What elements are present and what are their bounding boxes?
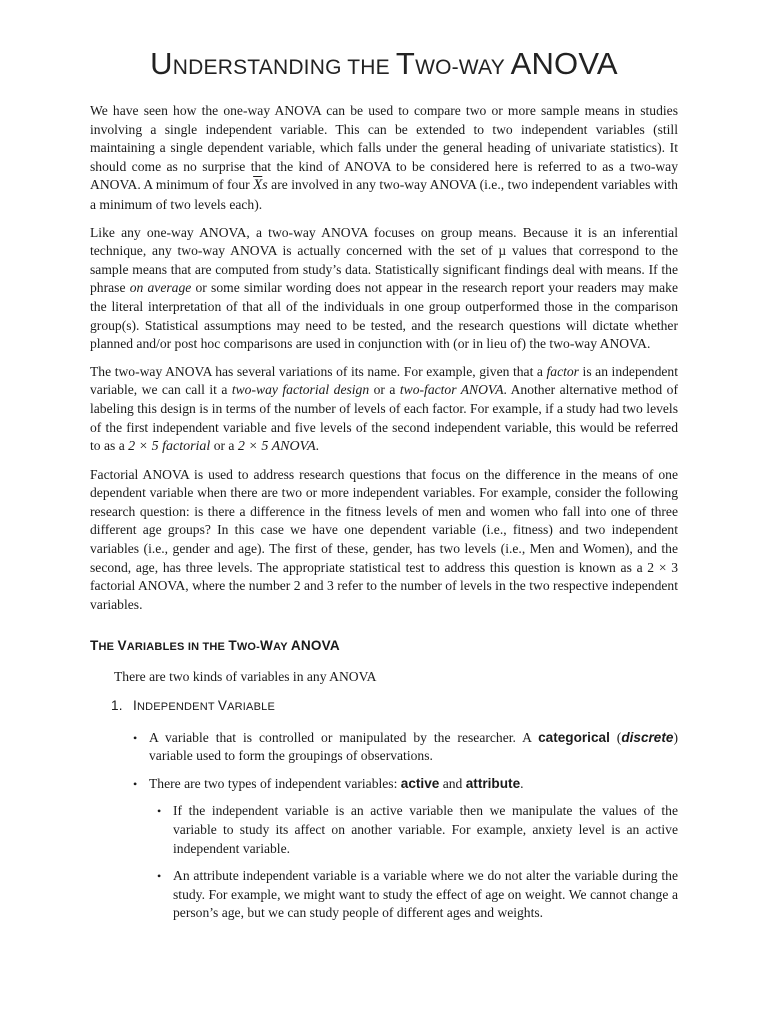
bullet-item: • A variable that is controlled or manipulated by the researcher. A categorical (discrete) variable used to form the groupings of observations. bbox=[133, 729, 678, 766]
title-part: ANOVA bbox=[510, 46, 618, 81]
numbered-item-independent-variable: 1. INDEPENDENT VARIABLE bbox=[111, 697, 678, 717]
section-heading-part: V bbox=[117, 638, 127, 654]
bullet-icon: • bbox=[157, 804, 162, 819]
section-heading-part: WO- bbox=[236, 641, 261, 654]
section-heading-part: ARIABLES IN THE bbox=[126, 641, 229, 654]
paragraph-intro: We have seen how the one-way ANOVA can be used to compare two or more sample means in studies involving a single independent variable. This can be extended to two independent variables (still maintaining a single dependent variable, which falls under the general heading of univariate statistics). It should come as no surprise that the kind of ANOVA to be considered here is referred to as a two-way ANOVA. A minimum of four $\overline{X}s$ are involved in any two-way ANOVA (i.e., two independent variables with a minimum of two levels each). bbox=[90, 103, 678, 212]
paragraph-kinds: There are two kinds of variables in any ANOVA bbox=[114, 669, 377, 685]
x-bar-symbol: $\overline{X}$ bbox=[253, 177, 263, 194]
bullet-icon: • bbox=[157, 869, 162, 884]
document-page bbox=[90, 44, 678, 932]
bullet-item: • There are two types of independent variables: active and attribute. bbox=[133, 775, 678, 794]
section-heading-part: AY bbox=[273, 641, 291, 654]
bullet-item: • If the independent variable is an active variable then we manipulate the values of the variable to study its affect on another variable. For example, anxiety level is an active independent variable. bbox=[157, 802, 678, 858]
bullet-icon: • bbox=[133, 730, 138, 745]
paragraph-variations: The two-way ANOVA has several variations of its name. For example, given that a factor is an independent variable, we can call it a two-way factorial design or a two-factor ANOVA. Another alternative method of labeling this design is in terms of the number of levels of each factor. For example, if a study had two levels of the first independent variable and five levels of the second independent variable, this would be referred to as a 2 × 5 factorial or a 2 × 5 ANOVA. bbox=[90, 363, 678, 455]
section-heading-part: HE bbox=[98, 641, 118, 654]
title-part: T bbox=[395, 46, 416, 81]
numbered-item-part: NDEPENDENT bbox=[136, 701, 218, 714]
section-heading-part: W bbox=[260, 638, 274, 654]
paragraph-factorial: Factorial ANOVA is used to address research questions that focus on the difference in the means of one dependent variable when there are two or more independent variables. For example, consider the following research question: is there a difference in the fitness levels of men and women who fall into one of three different age groups? In this case we have one dependent variable (i.e., fitness) and two independent variables (i.e., gender and age). The first of these, gender, has two levels (i.e., Men and Women), and the second, age, has three levels. The appropriate statistical test to address this question is known as a 2 × 3 factorial ANOVA, where the number 2 and 3 refer to the number of levels in the two respective independent variables. bbox=[90, 466, 678, 612]
section-heading-part: T bbox=[90, 638, 99, 654]
bullet-item: • An attribute independent variable is a variable where we do not alter the variable during the study. For example, we might want to study the effect of age on weight. We cannot change a person’s age, but we can study people of different ages and weights. bbox=[157, 867, 678, 923]
section-heading-part: ANOVA bbox=[290, 638, 340, 654]
numbered-item-part: I bbox=[133, 698, 137, 714]
page-title bbox=[90, 44, 678, 88]
section-heading-part: T bbox=[228, 638, 237, 654]
numbered-item-part: ARIABLE bbox=[227, 701, 275, 714]
paragraph-group-means: Like any one-way ANOVA, a two-way ANOVA focuses on group means. Because it is an inferential technique, any two-way ANOVA is actually concerned with the set of µ values that correspond to the sample means that are computed from study’s data. Statistically significant findings deal with means. If the phrase on average or some similar wording does not appear in the research report your readers may make the literal interpretation of that all of the individuals in one group outperformed those in the comparison group(s). Statistical assumptions may need to be tested, and the research questions will dictate whether planned and/or post hoc comparisons are used in conjunction with (or in lieu of) the two-way ANOVA. bbox=[90, 224, 678, 352]
bullet-icon: • bbox=[133, 776, 138, 791]
title-part: NDERSTANDING THE bbox=[172, 56, 396, 79]
numbered-item-part: V bbox=[217, 698, 228, 714]
section-heading bbox=[90, 637, 678, 656]
numbered-item-label bbox=[133, 697, 275, 717]
title-part: U bbox=[150, 46, 173, 81]
title-part: WO-WAY bbox=[415, 56, 511, 79]
